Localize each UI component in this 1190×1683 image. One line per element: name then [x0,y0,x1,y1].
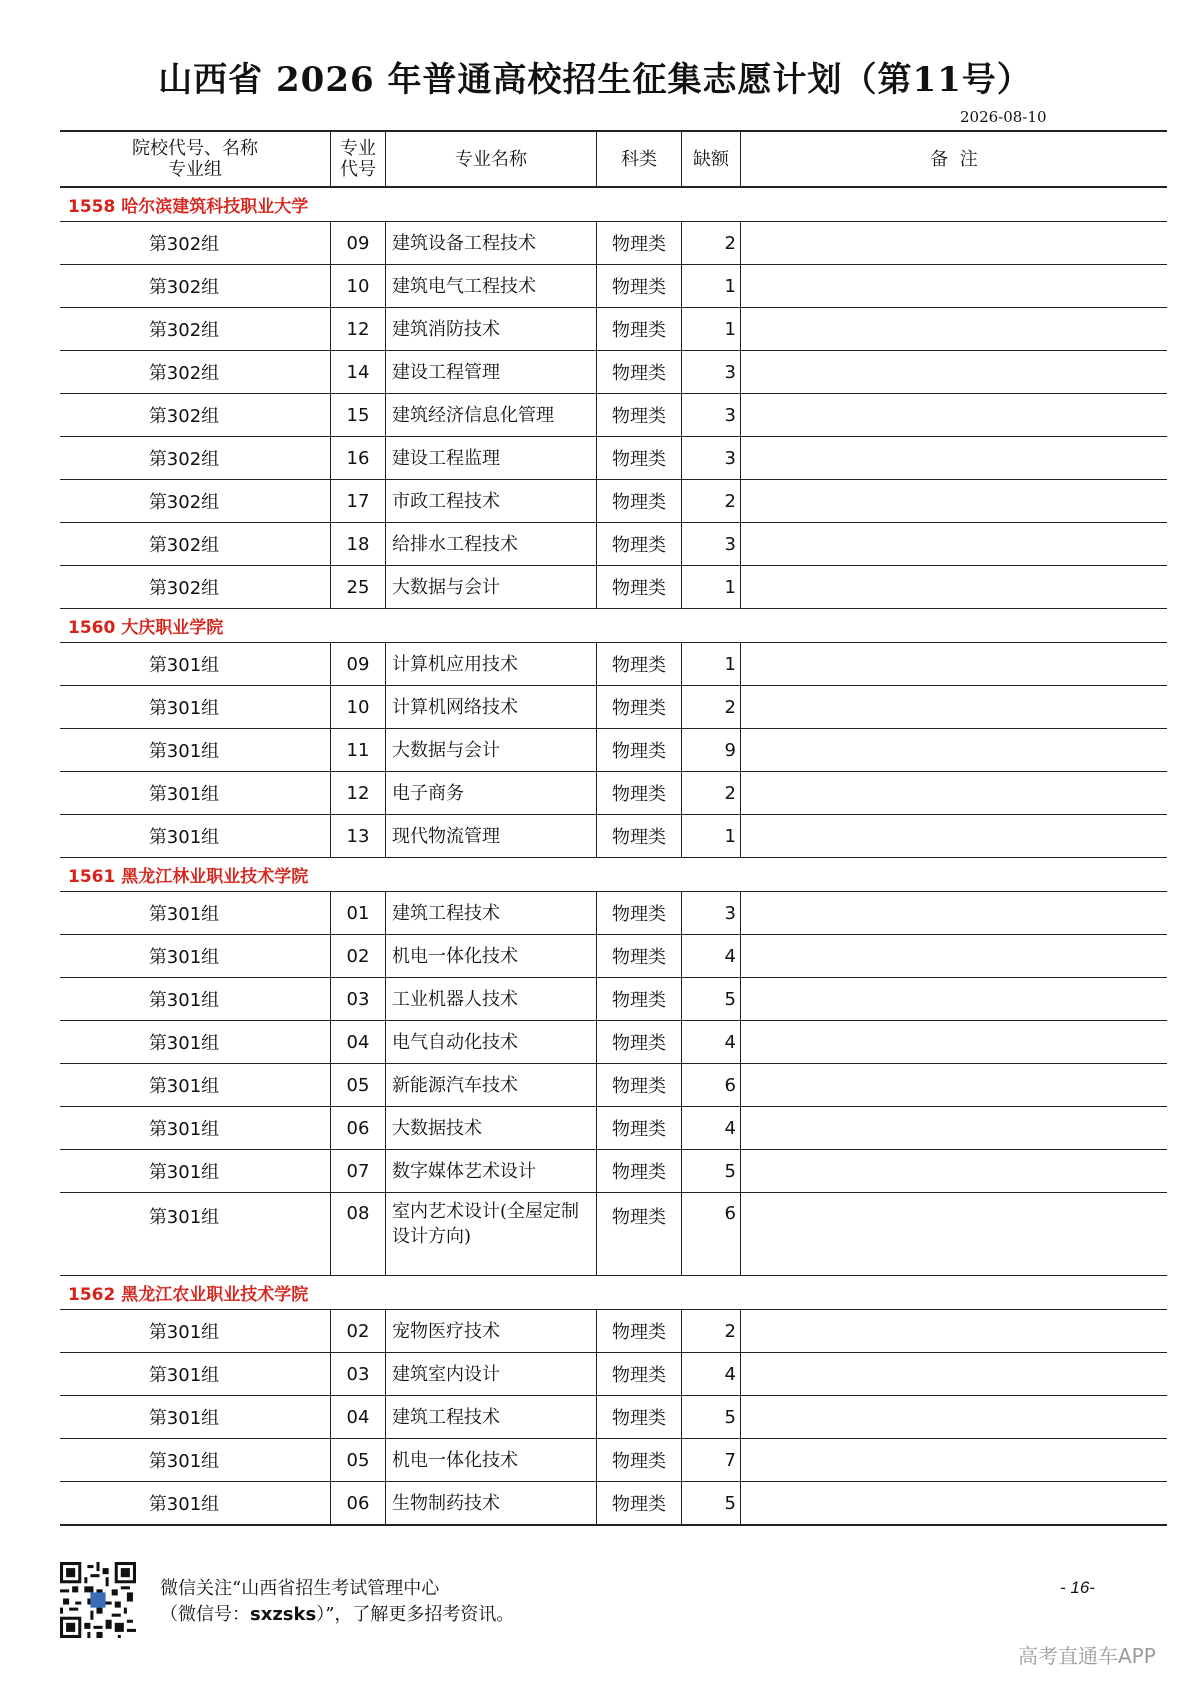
school-name: 1558 哈尔滨建筑科技职业大学 [60,187,1167,222]
note-cell [741,1353,1168,1396]
major-name-cell: 生物制药技术 [386,1482,597,1526]
major-code-cell: 06 [331,1482,386,1526]
note-cell [741,1482,1168,1526]
note-cell [741,351,1168,394]
vacancy-cell: 2 [682,772,741,815]
footer-line2-suffix: ）”，了解更多招考资讯。 [316,1604,515,1625]
vacancy-cell: 4 [682,1107,741,1150]
footer-line2 [160,1602,514,1628]
major-name-cell: 建筑电气工程技术 [386,265,597,308]
table-row [60,265,1167,308]
category-cell: 物理类 [597,1353,682,1396]
table-row [60,892,1167,935]
vacancy-cell: 9 [682,729,741,772]
vacancy-cell: 3 [682,523,741,566]
major-code-cell: 02 [331,935,386,978]
group-cell: 第302组 [60,566,331,609]
major-code-cell: 18 [331,523,386,566]
vacancy-cell: 1 [682,815,741,858]
note-cell [741,480,1168,523]
major-name-cell: 建筑工程技术 [386,892,597,935]
note-cell [741,394,1168,437]
header-school-group [60,131,331,187]
footer-line1: 微信关注“山西省招生考试管理中心 [160,1578,440,1599]
major-code-cell: 09 [331,222,386,265]
group-cell: 第302组 [60,523,331,566]
major-name-cell: 大数据技术 [386,1107,597,1150]
vacancy-cell: 3 [682,351,741,394]
table-row [60,1193,1167,1276]
category-cell: 物理类 [597,480,682,523]
table-row [60,222,1167,265]
category-cell: 物理类 [597,394,682,437]
category-cell: 物理类 [597,935,682,978]
major-code-cell: 08 [331,1193,386,1276]
vacancy-cell: 1 [682,566,741,609]
table-row [60,1107,1167,1150]
vacancy-cell: 2 [682,686,741,729]
category-cell: 物理类 [597,351,682,394]
table-row [60,772,1167,815]
group-cell: 第301组 [60,978,331,1021]
vacancy-cell: 3 [682,892,741,935]
note-cell [741,1396,1168,1439]
major-name-cell: 室内艺术设计(全屋定制设计方向) [386,1193,597,1276]
note-cell [741,308,1168,351]
header-major-name: 专业名称 [386,131,597,187]
category-cell: 物理类 [597,265,682,308]
vacancy-cell: 1 [682,643,741,686]
header-code-line1: 专业 [340,138,376,159]
major-code-cell: 12 [331,772,386,815]
table-row [60,308,1167,351]
vacancy-cell: 6 [682,1193,741,1276]
vacancy-cell: 1 [682,265,741,308]
major-name-cell: 机电一体化技术 [386,935,597,978]
major-name-cell: 宠物医疗技术 [386,1310,597,1353]
note-cell [741,815,1168,858]
table-row [60,437,1167,480]
major-code-cell: 07 [331,1150,386,1193]
table-row [60,935,1167,978]
group-cell: 第302组 [60,480,331,523]
vacancy-cell: 5 [682,978,741,1021]
note-cell [741,892,1168,935]
school-row [60,858,1167,892]
vacancy-cell: 2 [682,1310,741,1353]
group-cell: 第301组 [60,1193,331,1276]
table-row [60,1064,1167,1107]
note-cell [741,1021,1168,1064]
major-name-cell: 电气自动化技术 [386,1021,597,1064]
group-cell: 第302组 [60,308,331,351]
table-row [60,1439,1167,1482]
group-cell: 第301组 [60,772,331,815]
vacancy-cell: 3 [682,394,741,437]
category-cell: 物理类 [597,308,682,351]
table-row [60,978,1167,1021]
major-code-cell: 04 [331,1396,386,1439]
publish-date: 2026-08-10 [960,108,1047,126]
category-cell: 物理类 [597,566,682,609]
note-cell [741,643,1168,686]
vacancy-cell: 6 [682,1064,741,1107]
note-cell [741,1439,1168,1482]
group-cell: 第301组 [60,1107,331,1150]
category-cell: 物理类 [597,772,682,815]
category-cell: 物理类 [597,1150,682,1193]
vacancy-cell: 7 [682,1439,741,1482]
major-code-cell: 06 [331,1107,386,1150]
note-cell [741,978,1168,1021]
major-code-cell: 05 [331,1064,386,1107]
header-group-line: 专业组 [168,159,222,180]
vacancy-cell: 5 [682,1396,741,1439]
major-code-cell: 04 [331,1021,386,1064]
header-vacancy: 缺额 [682,131,741,187]
note-cell [741,686,1168,729]
group-cell: 第301组 [60,1021,331,1064]
major-name-cell: 建筑经济信息化管理 [386,394,597,437]
header-notes: 备 注 [741,131,1168,187]
group-cell: 第301组 [60,1064,331,1107]
major-name-cell: 现代物流管理 [386,815,597,858]
major-code-cell: 03 [331,1353,386,1396]
table-row [60,1353,1167,1396]
major-code-cell: 13 [331,815,386,858]
major-code-cell: 12 [331,308,386,351]
school-row [60,1276,1167,1310]
watermark: 高考直通车APP [1018,1644,1156,1668]
group-cell: 第301组 [60,815,331,858]
footer-text [160,1576,514,1628]
note-cell [741,437,1168,480]
category-cell: 物理类 [597,892,682,935]
category-cell: 物理类 [597,1064,682,1107]
group-cell: 第301组 [60,935,331,978]
major-name-cell: 大数据与会计 [386,729,597,772]
major-name-cell: 建筑工程技术 [386,1396,597,1439]
category-cell: 物理类 [597,1310,682,1353]
header-category: 科类 [597,131,682,187]
note-cell [741,1150,1168,1193]
note-cell [741,566,1168,609]
major-name-cell: 建设工程管理 [386,351,597,394]
category-cell: 物理类 [597,1021,682,1064]
vacancy-cell: 5 [682,1482,741,1526]
header-code-line2: 代号 [340,159,376,180]
vacancy-cell: 4 [682,1021,741,1064]
major-code-cell: 05 [331,1439,386,1482]
major-code-cell: 14 [331,351,386,394]
table-row [60,643,1167,686]
group-cell: 第302组 [60,265,331,308]
vacancy-cell: 1 [682,308,741,351]
major-code-cell: 17 [331,480,386,523]
group-cell: 第302组 [60,222,331,265]
group-cell: 第302组 [60,351,331,394]
group-cell: 第302组 [60,394,331,437]
table-row [60,1396,1167,1439]
table-row [60,1150,1167,1193]
table-row [60,815,1167,858]
school-name: 1561 黑龙江林业职业技术学院 [60,858,1167,892]
category-cell: 物理类 [597,1439,682,1482]
group-cell: 第301组 [60,1482,331,1526]
group-cell: 第301组 [60,729,331,772]
table-row [60,351,1167,394]
major-name-cell: 电子商务 [386,772,597,815]
school-row [60,609,1167,643]
note-cell [741,265,1168,308]
major-code-cell: 11 [331,729,386,772]
footer-line2-prefix: （微信号： [160,1604,250,1625]
note-cell [741,1310,1168,1353]
major-code-cell: 10 [331,686,386,729]
note-cell [741,222,1168,265]
major-name-cell: 建筑设备工程技术 [386,222,597,265]
major-code-cell: 03 [331,978,386,1021]
major-name-cell: 建设工程监理 [386,437,597,480]
category-cell: 物理类 [597,643,682,686]
qr-code-icon [60,1562,136,1638]
major-code-cell: 16 [331,437,386,480]
major-name-cell: 机电一体化技术 [386,1439,597,1482]
major-code-cell: 01 [331,892,386,935]
major-name-cell: 数字媒体艺术设计 [386,1150,597,1193]
group-cell: 第301组 [60,1150,331,1193]
page-title: 山西省 2026 年普通高校招生征集志愿计划（第11号） [158,60,1032,100]
table-body [60,187,1167,1525]
table-row [60,566,1167,609]
vacancy-cell: 2 [682,222,741,265]
category-cell: 物理类 [597,978,682,1021]
school-name: 1562 黑龙江农业职业技术学院 [60,1276,1167,1310]
major-name-cell: 新能源汽车技术 [386,1064,597,1107]
category-cell: 物理类 [597,815,682,858]
vacancy-cell: 5 [682,1150,741,1193]
major-code-cell: 25 [331,566,386,609]
category-cell: 物理类 [597,729,682,772]
group-cell: 第301组 [60,686,331,729]
table-row [60,1310,1167,1353]
group-cell: 第301组 [60,892,331,935]
major-code-cell: 10 [331,265,386,308]
plan-table [60,130,1167,1526]
note-cell [741,1107,1168,1150]
major-name-cell: 建筑消防技术 [386,308,597,351]
group-cell: 第302组 [60,437,331,480]
category-cell: 物理类 [597,686,682,729]
category-cell: 物理类 [597,222,682,265]
group-cell: 第301组 [60,1353,331,1396]
table-row [60,480,1167,523]
school-name: 1560 大庆职业学院 [60,609,1167,643]
wechat-id: sxzsks [250,1604,317,1625]
major-code-cell: 15 [331,394,386,437]
table-row [60,1021,1167,1064]
note-cell [741,772,1168,815]
table-row [60,1482,1167,1526]
note-cell [741,935,1168,978]
group-cell: 第301组 [60,1439,331,1482]
category-cell: 物理类 [597,437,682,480]
note-cell [741,729,1168,772]
category-cell: 物理类 [597,523,682,566]
group-cell: 第301组 [60,1310,331,1353]
category-cell: 物理类 [597,1193,682,1276]
note-cell [741,523,1168,566]
major-name-cell: 建筑室内设计 [386,1353,597,1396]
major-name-cell: 工业机器人技术 [386,978,597,1021]
page-number: - 16- [1060,1578,1095,1597]
vacancy-cell: 4 [682,935,741,978]
major-code-cell: 09 [331,643,386,686]
table-row [60,394,1167,437]
vacancy-cell: 4 [682,1353,741,1396]
table-row [60,686,1167,729]
major-name-cell: 市政工程技术 [386,480,597,523]
group-cell: 第301组 [60,643,331,686]
vacancy-cell: 3 [682,437,741,480]
category-cell: 物理类 [597,1107,682,1150]
major-name-cell: 计算机网络技术 [386,686,597,729]
header-school-line: 院校代号、名称 [132,138,258,159]
major-name-cell: 给排水工程技术 [386,523,597,566]
category-cell: 物理类 [597,1482,682,1526]
table-row [60,523,1167,566]
category-cell: 物理类 [597,1396,682,1439]
note-cell [741,1193,1168,1276]
group-cell: 第301组 [60,1396,331,1439]
note-cell [741,1064,1168,1107]
header-major-code [331,131,386,187]
school-row [60,187,1167,222]
vacancy-cell: 2 [682,480,741,523]
major-name-cell: 计算机应用技术 [386,643,597,686]
table-row [60,729,1167,772]
major-name-cell: 大数据与会计 [386,566,597,609]
table-header [60,131,1167,187]
major-code-cell: 02 [331,1310,386,1353]
